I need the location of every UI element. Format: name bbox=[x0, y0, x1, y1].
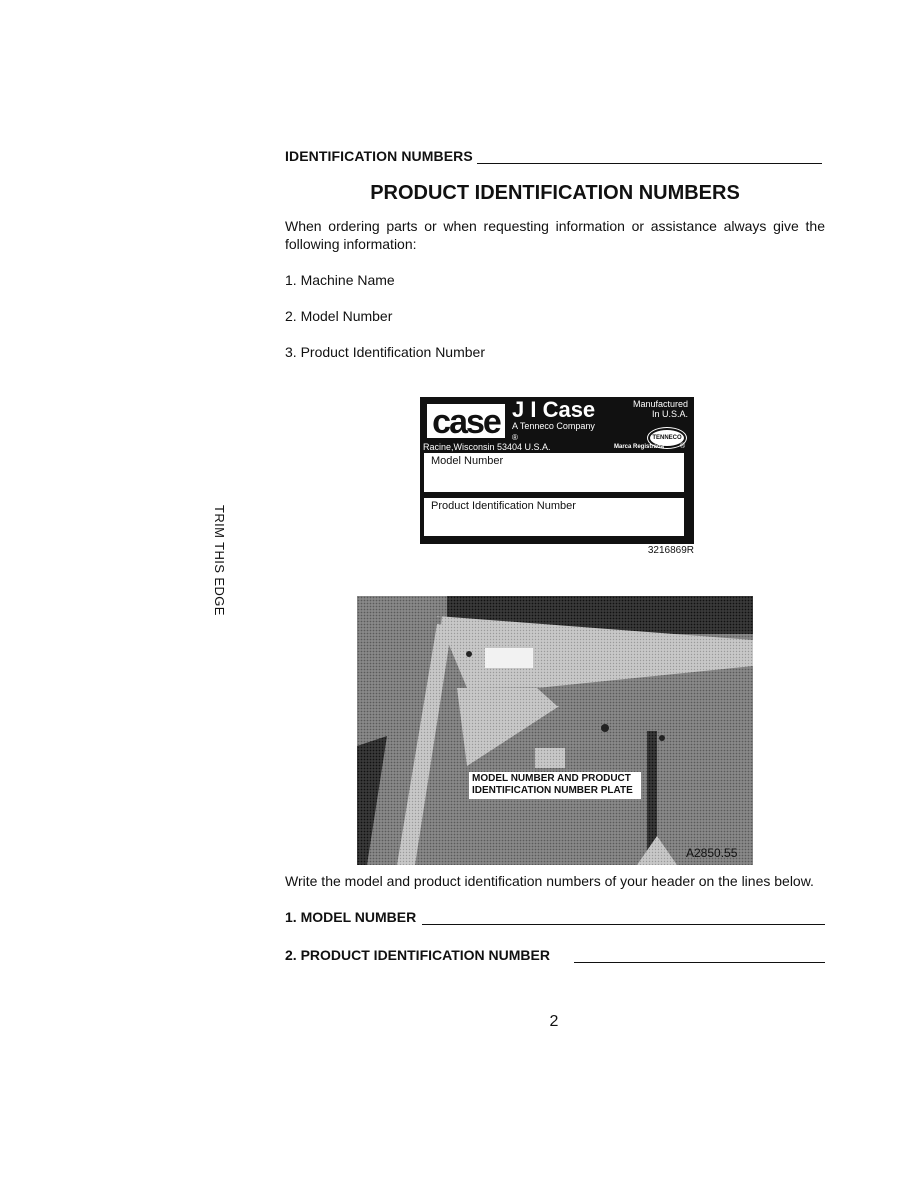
page-number: 2 bbox=[549, 1013, 559, 1030]
pin-blank bbox=[574, 948, 825, 963]
plate-pin-label: Product Identification Number bbox=[431, 500, 576, 512]
model-number-blank bbox=[422, 910, 825, 925]
plate-model-number-field bbox=[424, 453, 684, 492]
plate-marca: Marca Registrada bbox=[614, 444, 665, 450]
section-header-rule bbox=[477, 151, 822, 164]
header-photo bbox=[357, 596, 753, 865]
plate-location-callout bbox=[469, 772, 641, 799]
model-number-label: 1. MODEL NUMBER bbox=[285, 909, 417, 925]
pin-label: 2. PRODUCT IDENTIFICATION NUMBER bbox=[285, 947, 550, 963]
section-header bbox=[285, 148, 822, 164]
plate-manufactured bbox=[608, 399, 688, 419]
intro-paragraph: When ordering parts or when requesting information or assistance always give the following information: bbox=[285, 218, 825, 252]
tenneco-badge: TENNECO bbox=[648, 428, 686, 448]
header-photo-image bbox=[357, 596, 753, 865]
pin-line bbox=[285, 947, 825, 963]
plate-address: Racine,Wisconsin 53404 U.S.A. bbox=[423, 442, 551, 452]
callout-line1: MODEL NUMBER AND PRODUCT bbox=[472, 773, 631, 784]
trim-edge-note: TRIM THIS EDGE bbox=[212, 505, 227, 616]
section-header-text: IDENTIFICATION NUMBERS bbox=[285, 148, 473, 164]
plate-registered-mark-2: ® bbox=[680, 443, 686, 450]
list-item-model-number: 2. Model Number bbox=[285, 308, 393, 324]
callout-line2: IDENTIFICATION NUMBER PLATE bbox=[472, 785, 633, 796]
list-item-machine-name: 1. Machine Name bbox=[285, 272, 395, 288]
list-item-pin: 3. Product Identification Number bbox=[285, 344, 485, 360]
identification-plate bbox=[420, 397, 694, 544]
plate-subtitle: A Tenneco Company bbox=[512, 421, 595, 431]
plate-pin-field bbox=[424, 498, 684, 536]
plate-manufactured-line2: In U.S.A. bbox=[651, 409, 688, 419]
plate-registered-mark: ® bbox=[512, 433, 518, 442]
photo-code: A2850.55 bbox=[686, 846, 738, 860]
case-logo-text: case bbox=[432, 403, 500, 441]
case-logo bbox=[425, 402, 507, 440]
plate-part-number: 3216869R bbox=[647, 545, 694, 556]
plate-manufactured-line1: Manufactured bbox=[632, 399, 688, 409]
plate-brand: J I Case bbox=[512, 397, 596, 422]
plate-model-number-label: Model Number bbox=[431, 455, 504, 467]
model-number-line bbox=[285, 909, 825, 925]
page-title: PRODUCT IDENTIFICATION NUMBERS bbox=[370, 182, 740, 204]
write-instruction: Write the model and product identification numbers of your header on the lines below. bbox=[285, 873, 814, 889]
